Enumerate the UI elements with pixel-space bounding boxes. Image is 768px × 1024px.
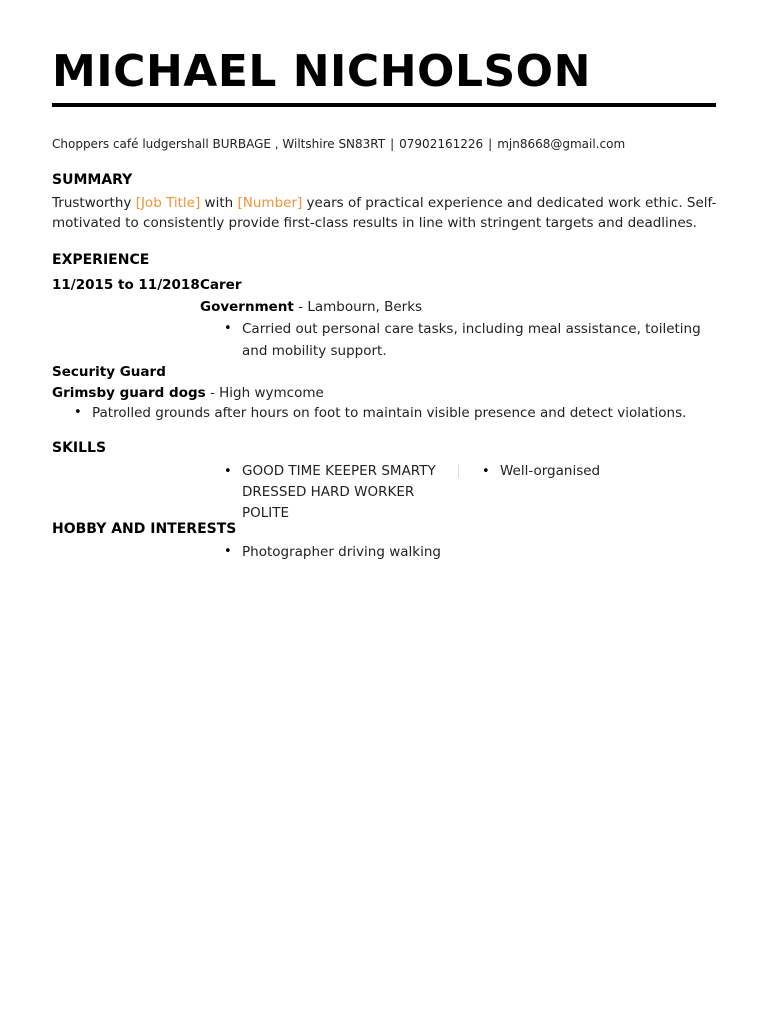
list-item: • Well-organised xyxy=(482,461,712,482)
skills-column-divider xyxy=(458,464,459,478)
number-placeholder: [Number] xyxy=(237,195,303,211)
job-role: Carer xyxy=(200,277,242,293)
summary-heading: SUMMARY xyxy=(52,172,133,188)
list-item: • Photographer driving walking xyxy=(224,541,524,563)
header-divider xyxy=(52,103,716,107)
skills-list-left xyxy=(224,461,449,524)
job-title-placeholder: [Job Title] xyxy=(135,195,201,211)
job-employer-line xyxy=(52,383,324,403)
summary-text-part: years of practical experience and dedicated work ethic. Self-motivated to consistently provide first-class results in line with stringent targets and deadlines. xyxy=(52,195,717,231)
contact-line xyxy=(52,136,625,152)
list-item: • GOOD TIME KEEPER SMARTY DRESSED HARD WORKER POLITE xyxy=(224,461,449,524)
contact-separator: | xyxy=(390,137,395,151)
summary-text xyxy=(52,193,732,233)
job-dates: 11/2015 to 11/2018 xyxy=(52,277,200,293)
list-item: • Patrolled grounds after hours on foot to maintain visible presence and detect violations. xyxy=(74,402,734,424)
contact-address: Choppers café ludgershall BURBAGE , Wiltshire SN83RT xyxy=(52,137,386,151)
experience-heading: EXPERIENCE xyxy=(52,252,150,268)
skills-list-right xyxy=(482,461,712,482)
candidate-name: MICHAEL NICHOLSON xyxy=(52,46,591,97)
job-employer: Government xyxy=(200,299,294,315)
job-bullets xyxy=(224,318,714,362)
job-employer-line xyxy=(200,297,422,317)
list-item: • Carried out personal care tasks, including meal assistance, toileting and mobility support. xyxy=(224,318,714,362)
contact-phone: 07902161226 xyxy=(399,137,484,151)
hobbies-list xyxy=(224,541,524,563)
summary-text-part: with xyxy=(200,195,238,211)
job-location: - High wymcome xyxy=(205,385,324,401)
job-location: - Lambourn, Berks xyxy=(293,299,423,315)
job-bullets xyxy=(74,402,734,424)
job-role: Security Guard xyxy=(52,364,166,380)
hobbies-heading: HOBBY AND INTERESTS xyxy=(52,521,237,537)
skills-heading: SKILLS xyxy=(52,440,107,456)
contact-separator: | xyxy=(488,137,493,151)
contact-email: mjn8668@gmail.com xyxy=(497,137,626,151)
summary-text-part: Trustworthy xyxy=(52,195,136,211)
job-employer: Grimsby guard dogs xyxy=(52,385,206,401)
